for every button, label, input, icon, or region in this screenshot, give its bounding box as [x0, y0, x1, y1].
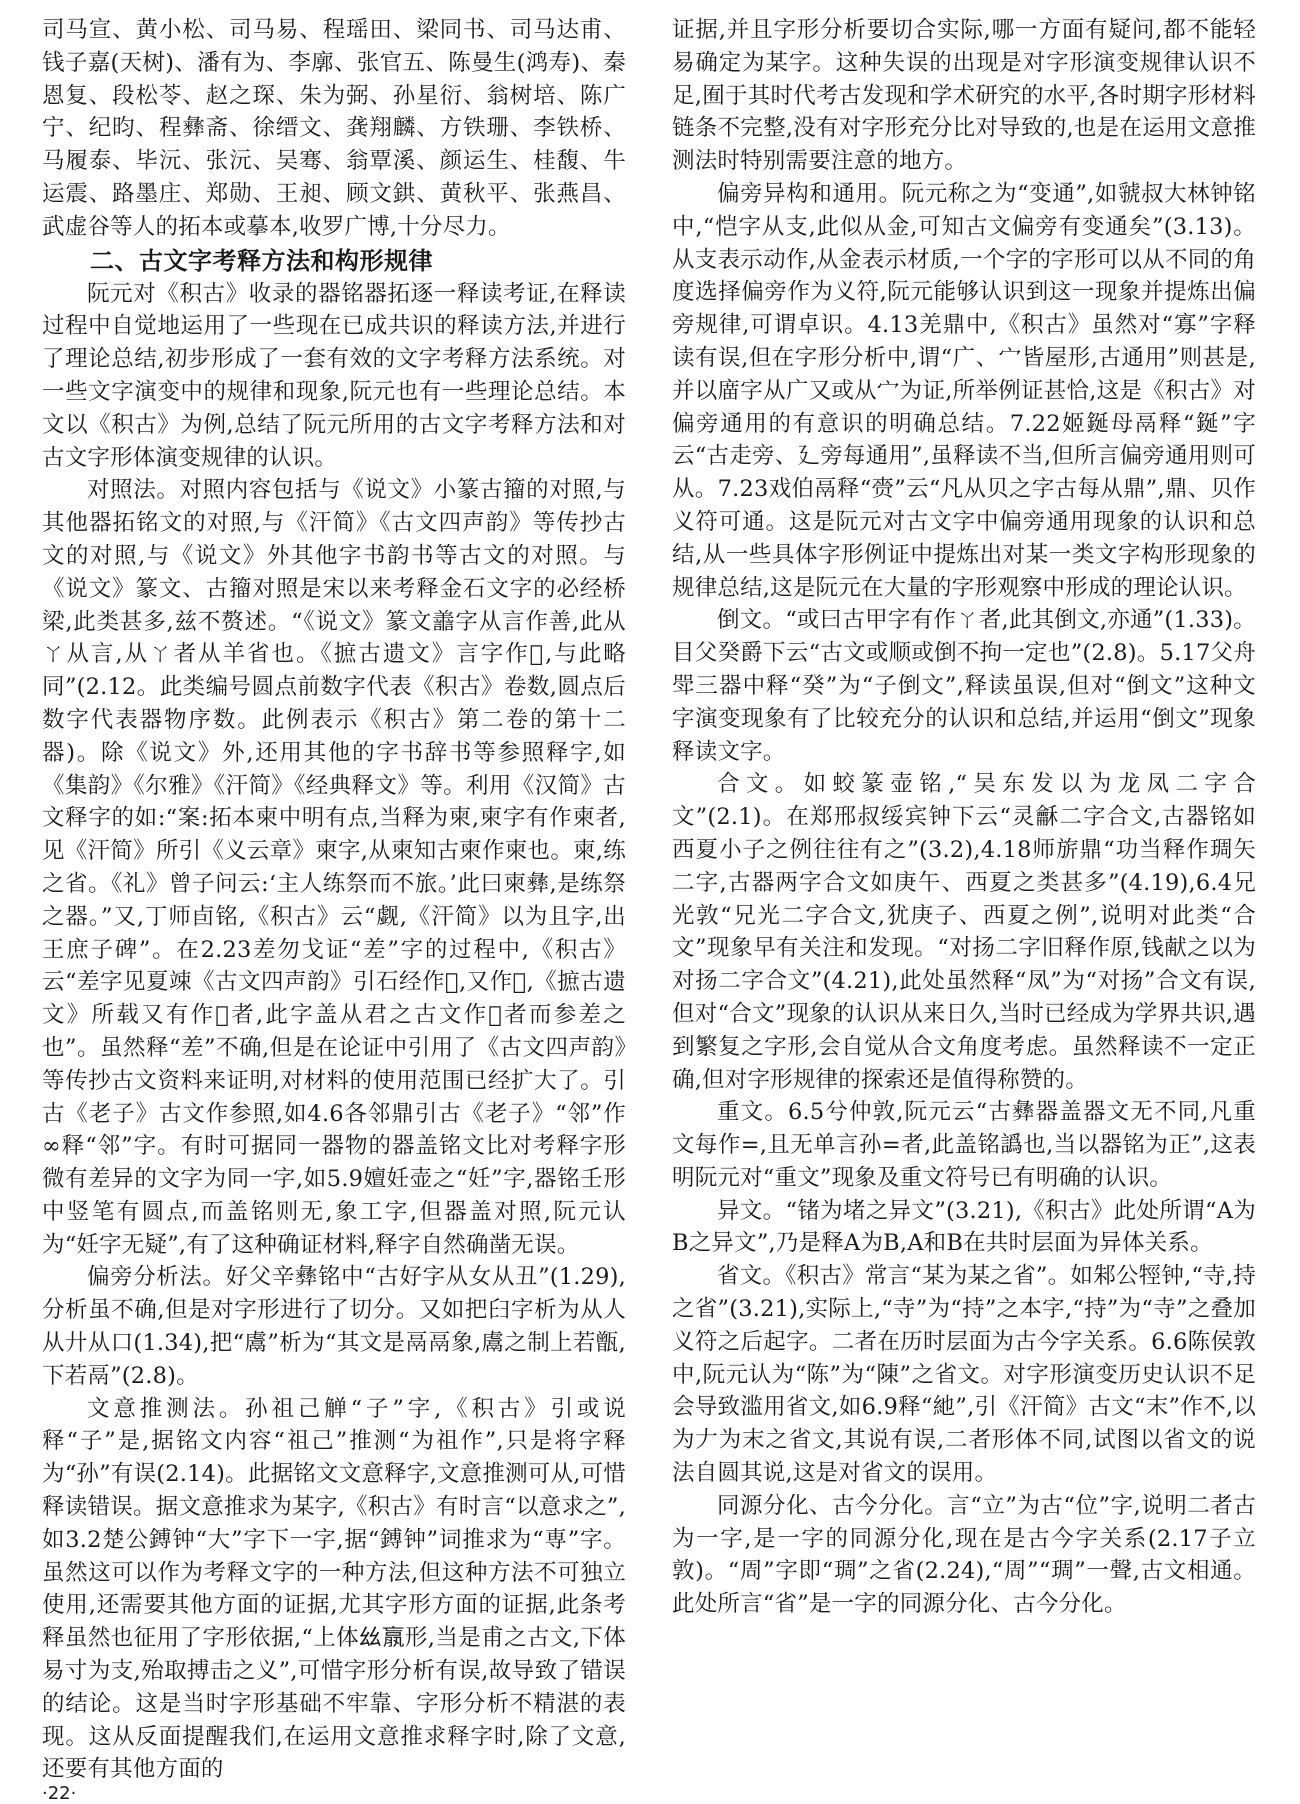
paragraph-continuation: 证据,并且字形分析要切合实际,哪一方面有疑问,都不能轻易确定为某字。这种失误的出现是对字形演变规律认识不足,囿于其时代考古发现和学术研究的水平,各时期字形材料链条不完整,没有对字形充分比对导致的,也是在运用文意推测法时特别需要注意的地方。 — [672, 17, 1256, 175]
paragraph-radical-analysis: 偏旁分析法。好父辛彝铭中“古好字从女从丑”(1.29),分析虽不确,但是对字形进行了切分。又如把𦥑字析为从人从廾从口(1.34),把“鬳”析为“其文是鬲鬲象,鬳之制上若甑,下若鬲”(2.8)。 — [42, 1264, 626, 1389]
paragraph-section-intro: 阮元对《积古》收录的器铭器拓逐一释读考证,在释读过程中自觉地运用了一些现在已成共识的释读方法,并进行了理论总结,初步形成了一套有效的文字考释方法系统。对一些文字演变中的规律和现象,阮元也有一些理论总结。本文以《积古》为例,总结了阮元所用的古文字考释方法和对古文字形体演变规律的认识。 — [42, 280, 626, 471]
paragraph-abbreviated-characters: 省文。《积古》常言“某为某之省”。如邾公牼钟,“寺,持之省”(3.21),实际上,“寺”为“持”之本字,“持”为“寺”之叠加义符之后起字。二者在历时层面为古今字关系。6.6陈侯敦中,阮元认为“陈”为“陳”之省文。对字形演变历史认识不足会导致滥用省文,如6.9释“䊶”,引《汗简》古文“末”作𣎴,以为𠂇为末之省文,其说有误,二者形体不同,试图以省文的说法自圆其说,这是对省文的误用。 — [672, 1263, 1256, 1487]
paragraph-comparison-method: 对照法。对照内容包括与《说文》小篆古籀的对照,与其他器拓铭文的对照,与《汗简》《古文四声韵》等传抄古文的对照,与《说文》外其他字书韵书等古文的对照。与《说文》篆文、古籀对照是宋以来考释金石文字的必经桥梁,此类甚多,兹不赘述。“《说文》篆文譱字从言作善,此从ㄚ从言,从ㄚ者从羊省也。《摭古遗文》言字作𠮦,与此略同”(2.12。此类编号圆点前数字代表《积古》卷数,圆点后数字代表器物序数。此例表示《积古》第二卷的第十二器)。除《说文》外,还用其他的字书辞书等参照释字,如《集韵》《尔雅》《汗简》《经典释文》等。利用《汉简》古文释字的如:“案:拓本柬中明有点,当释为柬,柬字有作柬者,见《汗简》所引《义云章》柬字,从柬知古柬作柬也。柬,练之省。《礼》曾子问云:‘主人练祭而不旅。’此曰柬彝,是练祭之器。”又,丁师卣铭,《积古》云“觑,《汗简》以为且字,出王庶子碑”。在2.23差勿戈证“差”字的过程中,《积古》云“差字见夏竦《古文四声韵》引石经作𢀩,又作𢀩,《摭古遗文》所载又有作𢀩者,此字盖从君之古文作𢀩者而参差之也”。虽然释“差”不确,但是在论证中引用了《古文四声韵》等传抄古文资料来证明,对材料的使用范围已经扩大了。引古《老子》古文作参照,如4.6各邻鼎引古《老子》“邻”作∞释“邻”字。有时可据同一器物的器盖铭文比对考释字形微有差异的文字为同一字,如5.9嬗妊壶之“妊”字,器铭壬形中竖笔有圆点,而盖铭则无,象工字,但器盖对照,阮元认为“妊字无疑”,有了这种确证材料,释字自然确凿无误。 — [42, 477, 626, 1258]
section-heading: 二、古文字考释方法和构形规律 — [90, 246, 433, 275]
paragraph-ligatures: 合文。如蛟篆壶铭,“吴东发以为龙凤二字合文”(2.1)。在郑邢叔绥宾钟下云“灵龢二字合文,古器铭如西夏小子之例往往有之”(3.2),4.18师旂鼎“功当释作琱矢二字,古器两字合文如庚午、西夏之类甚多”(4.19),6.4兄光敦“兄光二字合文,犹庚子、西夏之例”,说明对此类“合文”现象早有关注和发现。“对扬二字旧释作原,钱献之以为对扬二字合文”(4.21),此处虽然释“凤”为“对扬”合文有误,但对“合文”现象的认识从来日久,当时已经成为学界共识,遇到繁复之字形,会自觉从合文角度考虑。虽然释读不一定正确,但对字形规律的探索还是值得称赞的。 — [672, 771, 1256, 1093]
right-column — [672, 14, 1256, 1621]
paragraph-cognate-differentiation: 同源分化、古今分化。言“立”为古“位”字,说明二者古为一字,是一字的同源分化,现在是古今字关系(2.17子立敦)。“周”字即“琱”之省(2.24),“周”“琱”一聲,古文相通。此处所言“省”是一字的同源分化、古今分化。 — [672, 1492, 1256, 1618]
paragraph-inverted-characters: 倒文。“或曰古甲字有作ㄚ者,此其倒文,亦通”(1.33)。目父癸爵下云“古文或顺或倒不拘一定也”(2.8)。5.17父舟斝三器中释“癸”为“子倒文”,释读虽误,但对“倒文”这种文字演变现象有了比较充分的认识和总结,并运用“倒文”现象释读文字。 — [672, 607, 1256, 765]
left-column — [42, 14, 626, 1786]
paragraph-radical-variation: 偏旁异构和通用。阮元称之为“变通”,如虢叔大林钟铭中,“恺字从支,此似从金,可知古文偏旁有变通矣”(3.13)。从支表示动作,从金表示材质,一个字的字形可以从不同的角度选择偏旁作为义符,阮元能够认识到这一现象并提炼出偏旁规律,可谓卓识。4.13羌鼎中,《积古》虽然对“寡”字释读有误,但在字形分析中,谓“广、宀皆屋形,古通用”则甚是,并以庿字从广又或从宀为证,所举例证甚恰,这是《积古》对偏旁通用的有意识的明确总结。7.22姬鋋母鬲释“鋋”字云“古走旁、廴旁每通用”,虽释读不当,但所言偏旁通用则可从。7.23戏伯鬲释“赍”云“凡从贝之字古每从鼎”,鼎、贝作义符可通。这是阮元对古文字中偏旁通用现象的认识和总结,从一些具体字形例证中提炼出对某一类文字构形现象的规律总结,这是阮元在大量的字形观察中形成的理论认识。 — [672, 180, 1256, 601]
paragraph-variant-characters: 异文。“锗为堵之异文”(3.21),《积古》此处所谓“A为B之异文”,乃是释A为B,A和B在共时层面为异体关系。 — [672, 1197, 1256, 1257]
paragraph-rubbing-collectors: 司马宣、黄小松、司马易、程瑶田、梁同书、司马达甫、钱子嘉(天树)、潘有为、李廓、张官五、陈曼生(鸿寿)、秦恩复、段松苓、赵之琛、朱为弼、孙星衍、翁树培、陈广宁、纪昀、程彝斋、徐缙文、龚翔麟、方铁珊、李铁桥、马履泰、毕沅、张沅、吴骞、翁覃溪、颜运生、桂馥、牛运震、路墨庄、郑勋、王昶、顾文鉷、黄秋平、张燕昌、武虚谷等人的拓本或摹本,收罗广博,十分尽力。 — [42, 17, 626, 240]
paragraph-repetition-marks: 重文。6.5兮仲敦,阮元云“古彝器盖器文无不同,凡重文每作=,且无单言孙=者,此盖铭譌也,当以器铭为正”,这表明阮元对“重文”现象及重文符号已有明确的认识。 — [672, 1099, 1256, 1191]
paragraph-context-inference: 文意推测法。孙祖己觯“子”字,《积古》引或说释“子”是,据铭文内容“祖己”推测“为祖作”,只是将字释为“孙”有误(2.14)。此据铭文文意释字,文意推测可从,可惜释读错误。据文意推求为某字,《积古》有时言“以意求之”,如3.2楚公鎛钟“大”字下一字,据“鎛钟”词推求为“専”字。虽然这可以作为考释文字的一种方法,但这种方法不可独立使用,还需要其他方面的证据,尤其字形方面的证据,此条考释虽然也征用了字形依据,“上体𢆶𣎆形,当是甫之古文,下体易寸为支,殆取搏击之义”,可惜字形分析有误,故导致了错误的结论。这是当时字形基础不牢靠、字形分析不精湛的表现。这从反面提醒我们,在运用文意推求释字时,除了文意,还要有其他方面的 — [42, 1395, 626, 1783]
page-number: ·22· — [42, 1783, 77, 1804]
